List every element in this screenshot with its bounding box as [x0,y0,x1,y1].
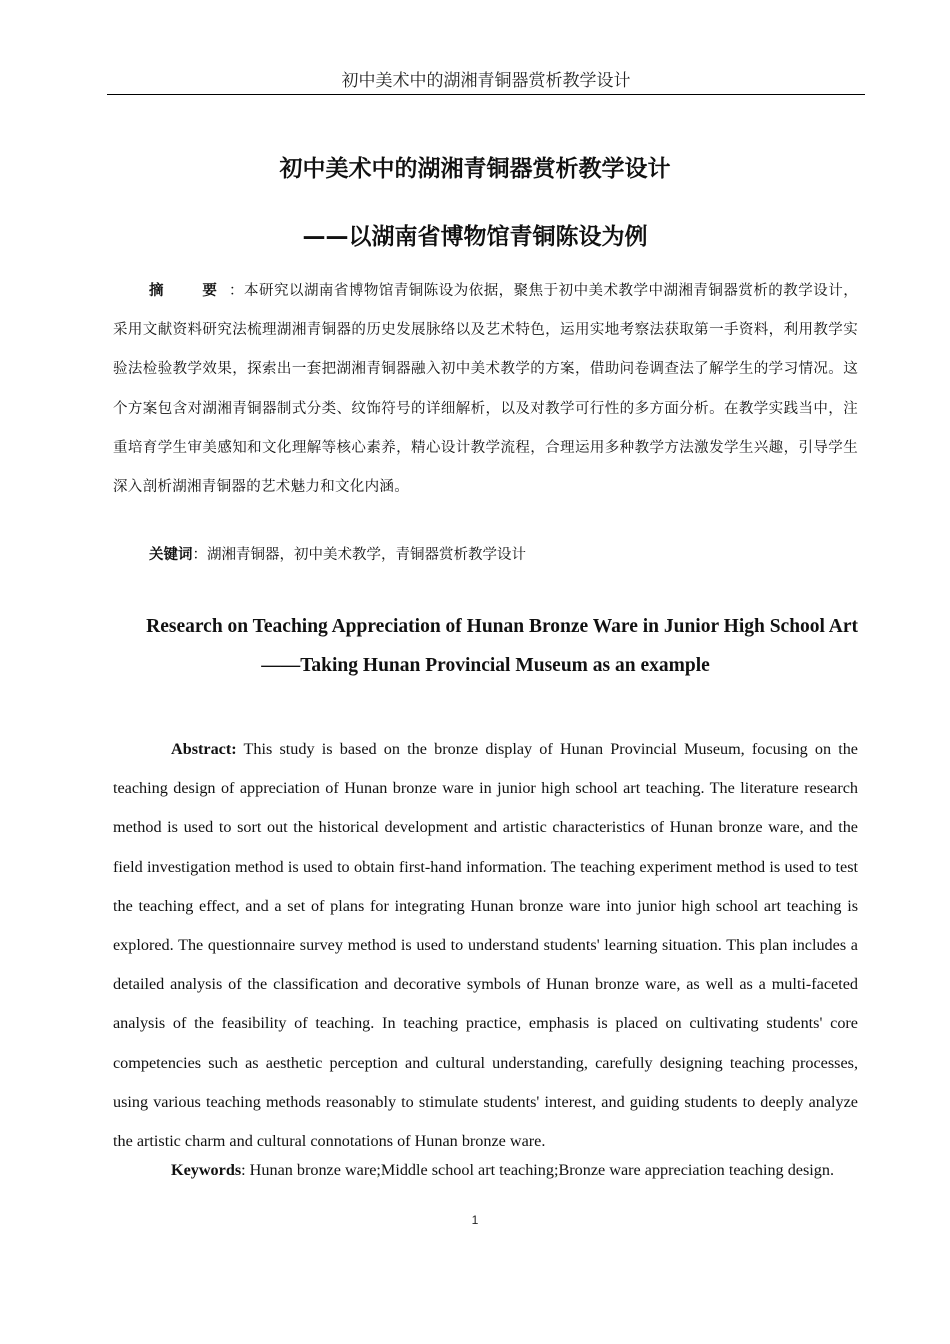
chinese-keywords [113,542,858,568]
english-abstract-label: Abstract: [171,740,237,758]
chinese-keywords-text: 湖湘青铜器，初中美术教学，青铜器赏析教学设计 [207,547,526,563]
english-title: Research on Teaching Appreciation of Hunan Bronze Ware in Junior High School Art [146,616,858,637]
chinese-title: 初中美术中的湖湘青铜器赏析教学设计 [279,156,671,182]
chinese-subtitle: ——以湖南省博物馆青铜陈设为例 [302,224,648,250]
chinese-abstract-colon: ： [229,283,245,299]
english-keywords [113,1158,858,1182]
chinese-abstract-label: 摘 要 [149,283,230,299]
chinese-keywords-label: 关键词 [149,547,193,563]
running-header: 初中美术中的湖湘青铜器赏析教学设计 [107,70,865,95]
english-keywords-label: Keywords [171,1161,242,1179]
english-abstract [113,730,858,1161]
chinese-abstract [113,272,858,507]
chinese-keywords-colon: ： [192,547,207,563]
english-keywords-text: : Hunan bronze ware;Middle school art teaching;Bronze ware appreciation teaching design. [241,1161,835,1179]
chinese-abstract-text: 本研究以湖南省博物馆青铜陈设为依据，聚焦于初中美术教学中湖湘青铜器赏析的教学设计，采用文献资料研究法梳理湖湘青铜器的历史发展脉络以及艺术特色，运用实地考察法获取第一手资料，利用教学实验法检验教学效果，探索出一套把湖湘青铜器融入初中美术教学的方案，借助问卷调查法了解学生的学习情况。这个方案包含对湖湘青铜器制式分类、纹饰符号的详细解析，以及对教学可行性的多方面分析。在教学实践当中，注重培育学生审美感知和文化理解等核心素养，精心设计教学流程，合理运用多种教学方法激发学生兴趣，引导学生深入剖析湖湘青铜器的艺术魅力和文化内涵。 [113,283,859,496]
english-abstract-text: This study is based on the bronze display of Hunan Provincial Museum, focusing on the teaching design of appreciation of Hunan bronze ware in junior high school art teaching. The literature research method is used to sort out the historical development and artistic characteristics of Hunan bronze ware, and the field investigation method is used to obtain first-hand information. The teaching experiment method is used to test the teaching effect, and a set of plans for integrating Hunan bronze ware into junior high school art teaching is explored. The questionnaire survey method is used to understand students' learning situation. This plan includes a detailed analysis of the classification and decorative symbols of Hunan bronze ware, as well as a multi-faceted analysis of the feasibility of teaching. In teaching practice, emphasis is placed on cultivating students' core competencies such as aesthetic perception and cultural understanding, carefully designing teaching processes, using various teaching methods reasonably to stimulate students' interest, and guiding students to deeply analyze the artistic charm and cultural connotations of Hunan bronze ware. [113,740,858,1151]
page-number: 1 [471,1213,479,1227]
english-subtitle: ——Taking Hunan Provincial Museum as an example [261,655,710,676]
